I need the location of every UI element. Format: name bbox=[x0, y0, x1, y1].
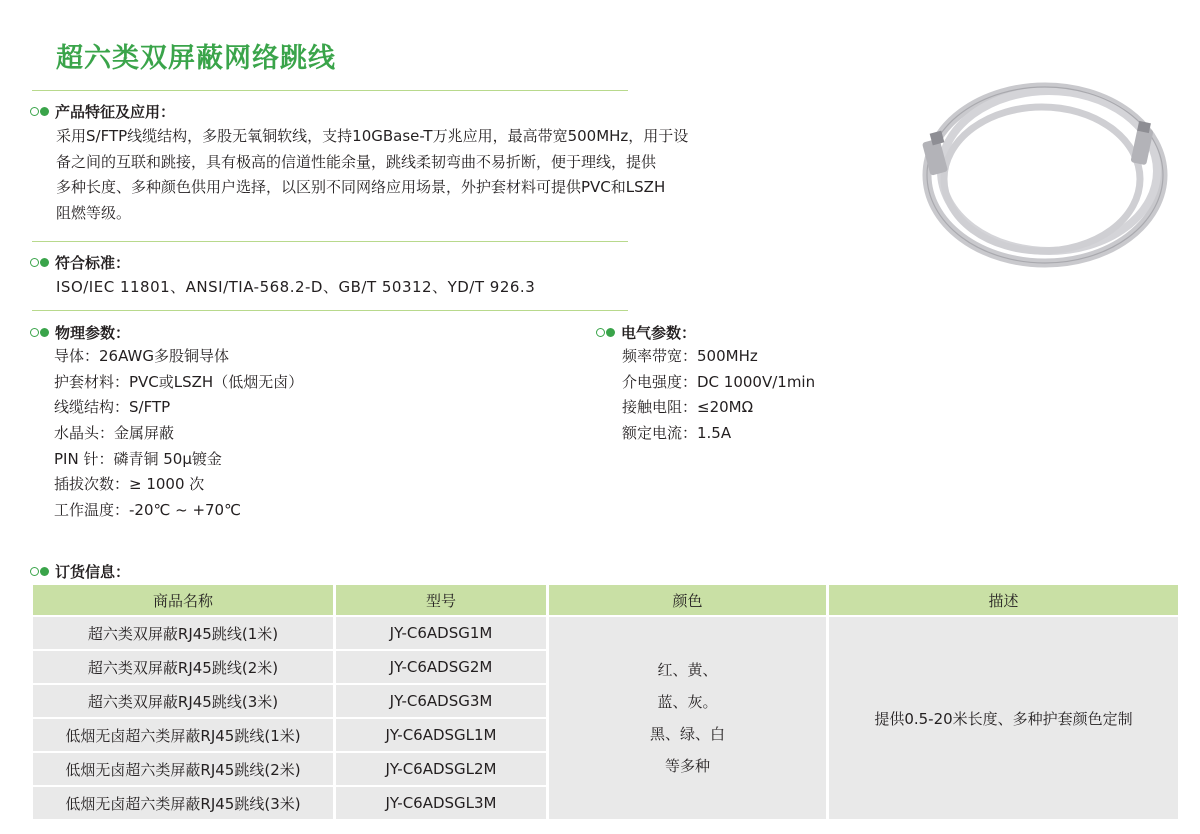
divider bbox=[32, 241, 628, 242]
order-heading-label: 订货信息： bbox=[55, 563, 131, 581]
model-cell: JY-C6ADSGL2M bbox=[336, 753, 546, 785]
color-line: 红、黄、 bbox=[657, 661, 718, 679]
product-name-cell: 超六类双屏蔽RJ45跳线(1米) bbox=[33, 617, 333, 649]
color-line: 蓝、灰。 bbox=[657, 693, 718, 711]
electrical-param: 介电强度：DC 1000V/1min bbox=[622, 372, 816, 391]
product-name-cell: 低烟无卤超六类屏蔽RJ45跳线(2米) bbox=[33, 753, 333, 785]
page-title: 超六类双屏蔽网络跳线 bbox=[56, 43, 336, 74]
electrical-param: 接触电阻：≤20MΩ bbox=[622, 398, 754, 417]
product-name-cell: 超六类双屏蔽RJ45跳线(2米) bbox=[33, 651, 333, 683]
color-cell bbox=[549, 617, 826, 819]
physical-param: 线缆结构：S/FTP bbox=[54, 398, 171, 417]
electrical-params-list bbox=[622, 344, 815, 447]
features-line: 多种长度、多种颜色供用户选择，以区别不同网络应用场景，外护套材料可提供PVC和LSZH bbox=[56, 178, 666, 196]
color-line: 黑、绿、白 bbox=[649, 725, 725, 743]
features-line: 采用S/FTP线缆结构，多股无氧铜软线，支持10GBase-T万兆应用，最高带宽500MHz，用于设 bbox=[56, 127, 689, 145]
physical-params-list bbox=[54, 344, 303, 524]
product-name-cell: 低烟无卤超六类屏蔽RJ45跳线(1米) bbox=[33, 719, 333, 751]
electrical-param: 额定电流：1.5A bbox=[622, 424, 732, 443]
description-cell: 提供0.5-20米长度、多种护套颜色定制 bbox=[829, 617, 1178, 819]
electrical-param: 频率带宽：500MHz bbox=[622, 347, 758, 365]
physical-param: 插拔次数：≥ 1000 次 bbox=[54, 475, 205, 494]
column-header-description: 描述 bbox=[829, 585, 1178, 615]
physical-param: 工作温度：-20℃ ~ +70℃ bbox=[54, 501, 241, 520]
model-cell: JY-C6ADSG3M bbox=[336, 685, 546, 717]
features-line: 阻燃等级。 bbox=[56, 203, 132, 222]
model-cell: JY-C6ADSGL1M bbox=[336, 719, 546, 751]
divider bbox=[32, 310, 628, 311]
column-header-color: 颜色 bbox=[549, 585, 826, 615]
features-heading bbox=[30, 101, 175, 122]
features-heading-label: 产品特征及应用： bbox=[55, 103, 176, 121]
divider bbox=[32, 90, 628, 91]
order-table bbox=[30, 583, 1181, 821]
physical-heading bbox=[30, 322, 130, 343]
model-cell: JY-C6ADSG2M bbox=[336, 651, 546, 683]
order-heading bbox=[30, 561, 130, 582]
electrical-heading bbox=[596, 322, 696, 343]
electrical-heading-label: 电气参数： bbox=[621, 324, 697, 342]
physical-heading-label: 物理参数： bbox=[55, 324, 131, 342]
physical-param: PIN 针：磷青铜 50μ镀金 bbox=[54, 449, 222, 468]
table-header-row bbox=[33, 585, 1178, 615]
physical-param: 水晶头：金属屏蔽 bbox=[54, 424, 175, 443]
features-line: 备之间的互联和跳接，具有极高的信道性能余量，跳线柔韧弯曲不易折断，便于理线，提供 bbox=[56, 152, 657, 171]
standards-heading-label: 符合标准： bbox=[55, 254, 131, 272]
column-header-model: 型号 bbox=[336, 585, 546, 615]
bullet-dots-icon bbox=[596, 328, 615, 337]
bullet-dots-icon bbox=[30, 567, 49, 576]
patch-cable-icon bbox=[910, 70, 1180, 280]
physical-param: 护套材料：PVC或LSZH（低烟无卤） bbox=[54, 372, 304, 391]
bullet-dots-icon bbox=[30, 328, 49, 337]
standards-text: ISO/IEC 11801、ANSI/TIA-568.2-D、GB/T 50312、YD/T 926.3 bbox=[56, 278, 536, 296]
features-paragraph bbox=[56, 124, 756, 226]
model-cell: JY-C6ADSG1M bbox=[336, 617, 546, 649]
column-header-name: 商品名称 bbox=[33, 585, 333, 615]
bullet-dots-icon bbox=[30, 258, 49, 267]
model-cell: JY-C6ADSGL3M bbox=[336, 787, 546, 819]
product-name-cell: 超六类双屏蔽RJ45跳线(3米) bbox=[33, 685, 333, 717]
standards-heading bbox=[30, 252, 130, 273]
color-line: 等多种 bbox=[664, 757, 710, 775]
table-row bbox=[33, 617, 1178, 649]
physical-param: 导体：26AWG多股铜导体 bbox=[54, 347, 229, 365]
product-name-cell: 低烟无卤超六类屏蔽RJ45跳线(3米) bbox=[33, 787, 333, 819]
bullet-dots-icon bbox=[30, 107, 49, 116]
